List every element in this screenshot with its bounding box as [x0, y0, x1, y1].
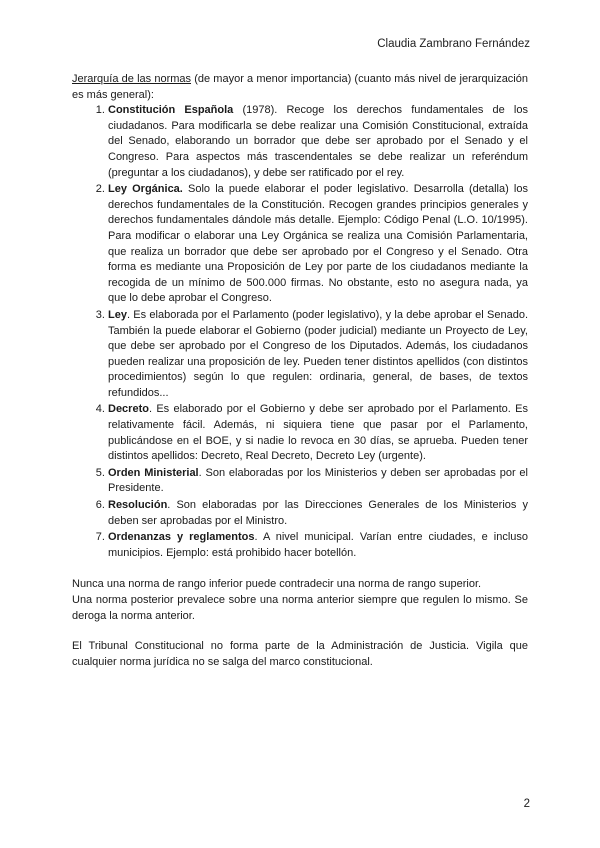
intro-text: (de mayor a menor importancia) (cuanto más nivel de jerarquización es más general):: [72, 73, 528, 101]
item-title: Decreto: [108, 403, 149, 416]
paragraph-hierarchy-rule: Nunca una norma de rango inferior puede contradecir una norma de rango superior.: [72, 578, 482, 591]
item-title: Resolución: [108, 499, 168, 512]
list-item: [108, 308, 528, 402]
document-body: [72, 72, 528, 670]
item-text: . Es elaborado por el Gobierno y debe ser aprobado por el Parlamento. Es relativamente fácil. Además, ni siquiera tiene que pasar por el Parlamento, publicándose en el BOE, y si nadie lo revoca en 30 días, se aprueba. Pueden tener distintos apellidos: Decreto, Real Decreto, Decreto Ley (urgente).: [108, 403, 528, 463]
item-title: Ordenanzas y reglamentos: [108, 531, 255, 544]
list-item: [108, 402, 528, 464]
list-item: [108, 103, 528, 181]
page-number: 2: [523, 798, 530, 810]
item-title: Ley: [108, 308, 127, 321]
paragraph-posterior-rule: Una norma posterior prevalece sobre una norma anterior siempre que regulen lo mismo. Se deroga la norma anterior.: [72, 594, 528, 622]
paragraph-constitutional-court: El Tribunal Constitucional no forma parte de la Administración de Justicia. Vigila que cualquier norma jurídica no se salga del marco constitucional.: [72, 640, 528, 668]
item-title: Orden Ministerial: [108, 466, 199, 479]
intro-paragraph: [72, 72, 528, 103]
item-text: Solo la puede elaborar el poder legislativo. Desarrolla (detalla) los derechos fundamentales de la Constitución. Recogen grandes principios generales y derechos fundamentales dándole más detalle. Ejemplo: Código Penal (L.O. 10/1995). Para modificar o elaborar una Ley Orgánica se realiza una Comisión Parlamentaria, que realiza un borrador que debe ser aprobado por el Congreso y el Senado. Otra forma es mediante una Proposición de Ley por parte de los ciudadanos mediante la recogida de un mínimo de 500.000 firmas. No obstante, esto no asegura nada, ya que lo debe aprobar el Congreso.: [108, 183, 528, 305]
item-title: Constitución Española: [108, 104, 234, 117]
list-item: [108, 530, 528, 561]
item-text: . Son elaboradas por los Ministerios y deben ser aprobadas por el Presidente.: [108, 466, 528, 495]
norms-hierarchy-list: [72, 103, 528, 561]
item-title: Ley Orgánica.: [108, 183, 183, 196]
list-item: [108, 182, 528, 307]
item-text: . A nivel municipal. Varían entre ciudades, e incluso municipios. Ejemplo: está prohibido hacer botellón.: [108, 531, 529, 559]
item-text: . Es elaborada por el Parlamento (poder legislativo), y la debe aprobar el Senado. También la puede elaborar el Gobierno (poder judicial) mediante un Proyecto de Ley, que debe ser aprobado por el Congreso de los Diputados. Además, los ciudadanos pueden realizar una proposición de ley. Pueden tener distintos apellidos (con distintos procedimientos) según lo que regulen: ordinaria, general, de bases, de textos refundidos...: [108, 308, 528, 399]
list-item: [108, 466, 528, 497]
intro-heading: Jerarquía de las normas: [72, 73, 192, 85]
item-text: (1978). Recoge los derechos fundamentales de los ciudadanos. Para modificarla se debe realizar una Comisión Constitucional, extraída del Senado, elaborando un borrador que debe ser aprobado por el Senado y el Congreso. Para aspectos más trascendentales se debe realizar un referéndum (preguntar a los ciudadanos), y debe ser ratificado por el rey.: [108, 104, 528, 179]
item-text: . Son elaboradas por las Direcciones Generales de los Ministerios y deben ser aprobadas por el Ministro.: [108, 499, 528, 527]
list-item: [108, 498, 528, 529]
page-header-author: Claudia Zambrano Fernández: [377, 38, 530, 50]
